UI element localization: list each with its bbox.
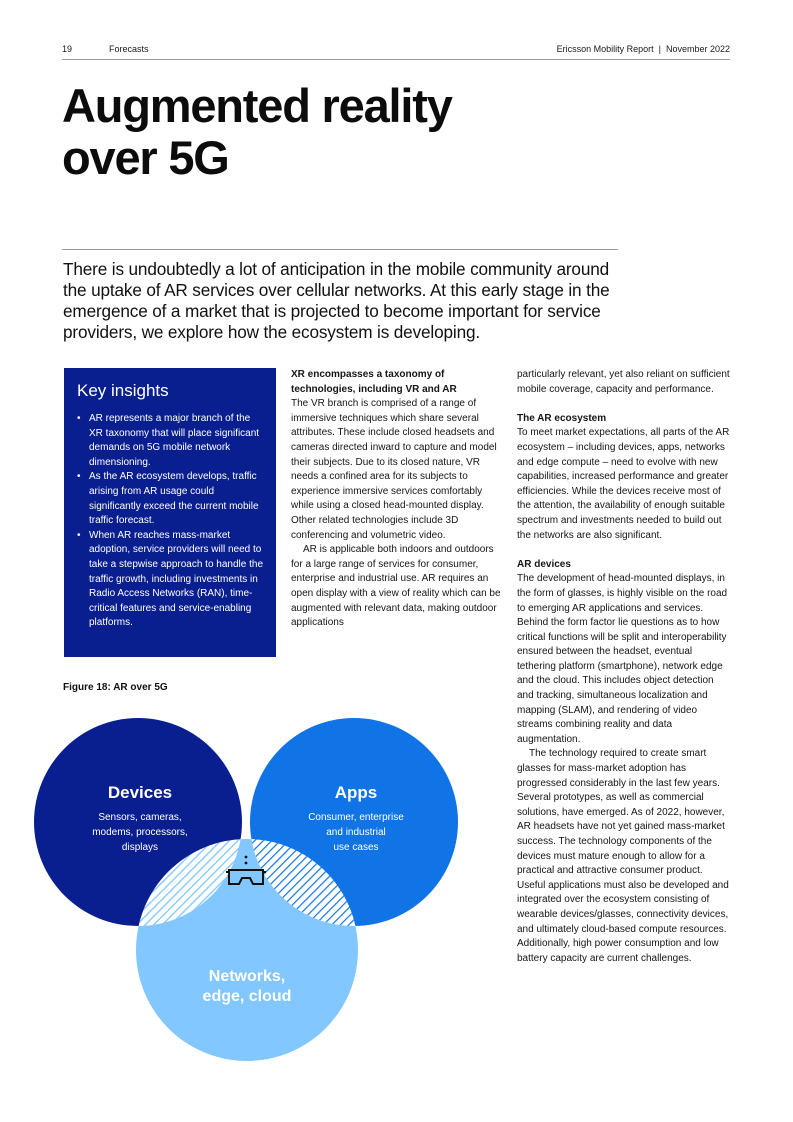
title-line-1: Augmented reality bbox=[62, 79, 452, 132]
key-insight-item: • As the AR ecosystem develops, traffic arising from AR usage could significantly exceed the current mobile traffic forecast. bbox=[77, 470, 266, 528]
lead-paragraph: There is undoubtedly a lot of anticipation in the mobile community around the uptake of AR services over cellular networks. At this early stage in the emergence of a market that is projected to become important for service providers, we explore how the ecosystem is developing. bbox=[63, 259, 610, 342]
apps-line-1: Consumer, enterprise bbox=[308, 812, 404, 823]
key-insight-item: • When AR reaches mass-market adoption, service providers will need to take a stepwise approach to handle the traffic growth, including investments in Radio Access Networks (RAN), time-critical features and service-enabling platforms. bbox=[77, 529, 266, 631]
vr-paragraph: The VR branch is comprised of a range of immersive techniques which share several attributes. These include closed headsets and cameras directed inward to capture and model their subjects. Due to its closed nature, VR needs a confined area for its subjects to experience immersive services comfortably while using a closed head-mounted display. Other related technologies include 3D conferencing and volumetric video. bbox=[291, 398, 497, 541]
ar-devices-paragraph: The development of head-mounted displays, in the form of glasses, is highly visible on the road to emerging AR applications and services. Behind the form factor lie questions as to how critical functions will be split and interoperability ensured between the headset, eventual tethering platform (smartphone), network edge and the cloud. This includes object detection and tracking, simultaneous localization and mapping (SLAM), and rendering of video streams combining reality and data augmentation. bbox=[517, 573, 728, 745]
continued-paragraph: particularly relevant, yet also reliant on sufficient mobile coverage, capacity and performance. bbox=[517, 369, 730, 395]
figure-caption: Figure 18: AR over 5G bbox=[63, 682, 168, 693]
apps-line-2: and industrial bbox=[326, 827, 386, 838]
ar-devices-heading: AR devices bbox=[517, 558, 571, 570]
key-insight-item: • AR represents a major branch of the XR taxonomy that will place significant demands on 5G mobile network dimensioning. bbox=[77, 412, 266, 470]
page-number: 19 bbox=[62, 44, 73, 54]
section-name: Forecasts bbox=[109, 44, 149, 54]
key-insights-heading: Key insights bbox=[77, 381, 169, 400]
networks-line-1: Networks, bbox=[208, 968, 286, 985]
xr-taxonomy-heading: XR encompasses a taxonomy of technologies, including VR and AR bbox=[291, 369, 457, 395]
devices-line-3: displays bbox=[121, 842, 159, 853]
title-line-2: over 5G bbox=[62, 131, 229, 184]
devices-title: Devices bbox=[107, 783, 173, 802]
devices-line-1: Sensors, cameras, bbox=[98, 812, 182, 823]
ar-paragraph: AR is applicable both indoors and outdoors for a large range of services for consumer, enterprise and industrial use. AR requires an open display with a view of reality which can be augmented with relevant data, making outdoor applications bbox=[291, 544, 501, 629]
report-name: Ericsson Mobility Report | November 2022 bbox=[556, 44, 730, 54]
devices-line-2: modems, processors, bbox=[92, 827, 188, 838]
networks-line-2: edge, cloud bbox=[202, 988, 292, 1005]
smart-glasses-paragraph: The technology required to create smart glasses for mass-market adoption has progressed considerably in the last few years. Several prototypes, as well as commercial solutions, have emerged. As of 2022, however, AR headsets have not yet gained mass-market success. The technology components of the devices must mature enough to allow for a practical and attractive consumer product. Useful applications must also be developed and integrated over the ecosystem consisting of wearable devices/glasses, connectivity devices, and ultimately cloud-based compute resources. Additionally, high power consumption and low battery capacity are current challenges. bbox=[517, 748, 729, 964]
apps-line-3: use cases bbox=[333, 842, 379, 853]
ar-ecosystem-paragraph: To meet market expectations, all parts of the AR ecosystem – including devices, apps, networks and edge compute – need to evolve with new capabilities, increased performance and greater efficiencies. While the devices receive most of the attention, the availability of enough suitable spectrum and investments needed to build out the networks are also significant. bbox=[517, 427, 730, 541]
ar-ecosystem-heading: The AR ecosystem bbox=[517, 412, 607, 424]
apps-title: Apps bbox=[334, 783, 378, 802]
